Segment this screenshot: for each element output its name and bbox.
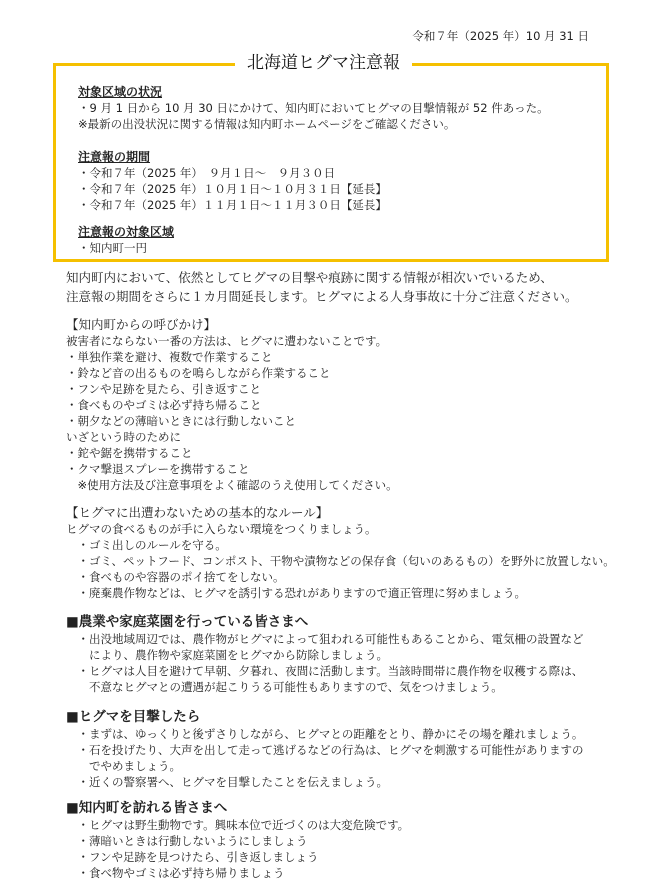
section-heading: ■ヒグマを目撃したら: [66, 709, 201, 725]
intro-paragraph: [66, 268, 578, 306]
list-item: ・ゴミ出しのルールを守る。: [66, 538, 227, 552]
page-title: 北海道ヒグマ注意報: [235, 52, 412, 74]
list-item: ・食べものや容器のポイ捨てをしない。: [66, 570, 285, 584]
list-item: ・フンや足跡を見たら、引き返すこと: [66, 382, 262, 396]
list-item: ・ゴミ、ペットフード、コンポスト、干物や漬物などの保存食（匂いのあるもの）を野外に放置しない。: [66, 554, 615, 568]
list-item: ・9 月 1 日から 10 月 30 日にかけて、知内町においてヒグマの目撃情報が 52 件あった。: [78, 101, 549, 115]
list-item: により、農作物や家庭菜園をヒグマから防除しましょう。: [66, 648, 388, 662]
list-item: ・令和７年（2025 年） ９月１日～ ９月３０日: [78, 166, 336, 180]
list-item: ・近くの警察署へ、ヒグマを目撃したことを伝えましょう。: [66, 775, 388, 789]
list-item: 被害者にならない一番の方法は、ヒグマに遭わないことです。: [66, 334, 388, 348]
list-item: でやめましょう。: [66, 759, 181, 773]
list-item: ・ヒグマは人目を避けて早朝、夕暮れ、夜間に活動します。当該時間帯に農作物を収穫する際は、: [66, 664, 584, 678]
list-item: ・令和７年（2025 年）１０月１日～１０月３１日【延長】: [78, 182, 387, 196]
list-item: ・まずは、ゆっくりと後ずさりしながら、ヒグマとの距離をとり、静かにその場を離れましょう。: [66, 727, 584, 741]
note: ※最新の出没状況に関する情報は知内町ホームページをご確認ください。: [78, 117, 456, 131]
section-heading: 【ヒグマに出遭わないための基本的なルール】: [66, 505, 329, 520]
list-item: ・出没地域周辺では、農作物がヒグマによって狙われる可能性もあることから、電気柵の設置など: [66, 632, 584, 646]
list-item: ・鈴など音の出るものを鳴らしながら作業すること: [66, 366, 331, 380]
list-item: ・鉈や鋸を携帯すること: [66, 446, 193, 460]
section-heading: 対象区域の状況: [78, 85, 163, 99]
list-item: ・石を投げたり、大声を出して走って逃げるなどの行為は、ヒグマを刺激する可能性がありますの: [66, 743, 584, 757]
farm-section: [66, 613, 584, 695]
list-item: ・ヒグマは野生動物です。興味本位で近づくのは大変危険です。: [66, 818, 410, 832]
rules-section: [66, 505, 615, 601]
list-item: ・単独作業を避け、複数で作業すること: [66, 350, 273, 364]
intro-line: 知内町内において、依然としてヒグマの目撃や痕跡に関する情報が相次いでいるため、: [66, 270, 553, 285]
appeal-section: [66, 317, 398, 493]
list-item: ・薄暗いときは行動しないようにしましょう: [66, 834, 308, 848]
list-item: ※使用方法及び注意事項をよく確認のうえ使用してください。: [66, 478, 398, 492]
period-section: [78, 149, 387, 213]
area-section: [78, 224, 174, 256]
list-item: ・食べものやゴミは必ず持ち帰ること: [66, 398, 262, 412]
list-item: ・朝夕などの薄暗いときには行動しないこと: [66, 414, 296, 428]
list-item: ・廃棄農作物などは、ヒグマを誘引する恐れがありますので適正管理に努めましょう。: [66, 586, 526, 600]
visitors-section: [66, 799, 409, 881]
section-heading: ■知内町を訪れる皆さまへ: [66, 800, 228, 816]
list-item: ・クマ撃退スプレーを携帯すること: [66, 462, 250, 476]
status-section: [78, 84, 549, 132]
section-heading: 注意報の対象区域: [78, 225, 175, 239]
section-heading: 【知内町からの呼びかけ】: [66, 317, 217, 332]
list-item: ・食べ物やゴミは必ず持ち帰りましょう: [66, 866, 285, 880]
sighting-section: [66, 708, 584, 790]
issue-date: 令和７年（2025 年）10 月 31 日: [412, 29, 589, 43]
list-item: ヒグマの食べるものが手に入らない環境をつくりましょう。: [66, 522, 377, 536]
list-item: ・知内町一円: [78, 241, 147, 255]
intro-line: 注意報の期間をさらに１カ月間延長します。ヒグマによる人身事故に十分ご注意ください。: [66, 289, 578, 304]
list-item: 不意なヒグマとの遭遇が起こりうる可能性もありますので、気をつけましょう。: [66, 680, 503, 694]
list-item: ・令和７年（2025 年）１１月１日～１１月３０日【延長】: [78, 198, 387, 212]
list-item: いざという時のために: [66, 430, 181, 444]
list-item: ・フンや足跡を見つけたら、引き返しましょう: [66, 850, 319, 864]
section-heading: 注意報の期間: [78, 150, 151, 164]
section-heading: ■農業や家庭菜園を行っている皆さまへ: [66, 614, 309, 630]
